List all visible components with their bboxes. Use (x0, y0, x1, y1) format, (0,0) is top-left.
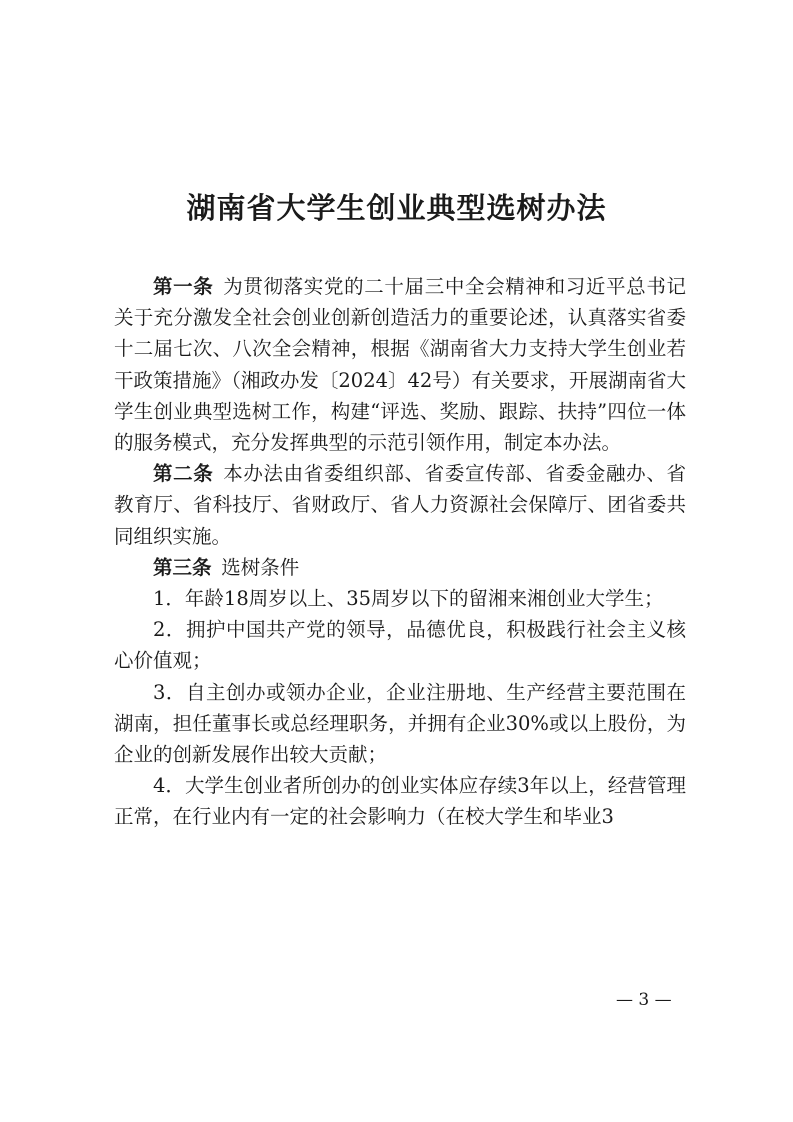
condition-item-1: 1．年龄18周岁以上、35周岁以下的留湘来湘创业大学生； (153, 587, 664, 611)
article-3-text: 选树条件 (221, 555, 300, 579)
article-3-label: 第三条 (153, 555, 212, 579)
article-1-label: 第一条 (153, 275, 214, 298)
condition-item-4: 4．大学生创业者所创办的创业实体应存续3年以上，经营管理正常，在行业内有一定的社会影响力（在校大学生和毕业3 (114, 774, 686, 829)
article-2 (114, 458, 686, 552)
document-body (114, 271, 686, 833)
page-number: — 3 — (616, 990, 672, 1010)
article-2-label: 第二条 (153, 462, 214, 486)
article-2-text: 本办法由省委组织部、省委宣传部、省委金融办、省教育厅、省科技厅、省财政厅、省人力资源社会保障厅、团省委共同组织实施。 (114, 462, 686, 548)
article-1-text: 为贯彻落实党的二十届三中全会精神和习近平总书记关于充分激发全社会创业创新创造活力的重要论述，认真落实省委十二届七次、八次全会精神，根据《湖南省大力支持大学生创业若干政策措施》（湘政办发〔2024〕42号）有关要求，开展湖南省大学生创业典型选树工作，构建“评选、奖励、跟踪、扶持”四位一体的服务模式，充分发挥典型的示范引领作用，制定本办法。 (114, 275, 686, 455)
document-title: 湖南省大学生创业典型选树办法 (186, 191, 607, 225)
condition-item-3: 3．自主创办或领办企业，企业注册地、生产经营主要范围在湖南，担任董事长或总经理职务，并拥有企业30%或以上股份，为企业的创新发展作出较大贡献； (114, 680, 686, 767)
article-1 (114, 271, 686, 458)
condition-item-2: 2．拥护中国共产党的领导，品德优良，积极践行社会主义核心价值观； (114, 618, 686, 673)
article-3 (114, 552, 686, 583)
